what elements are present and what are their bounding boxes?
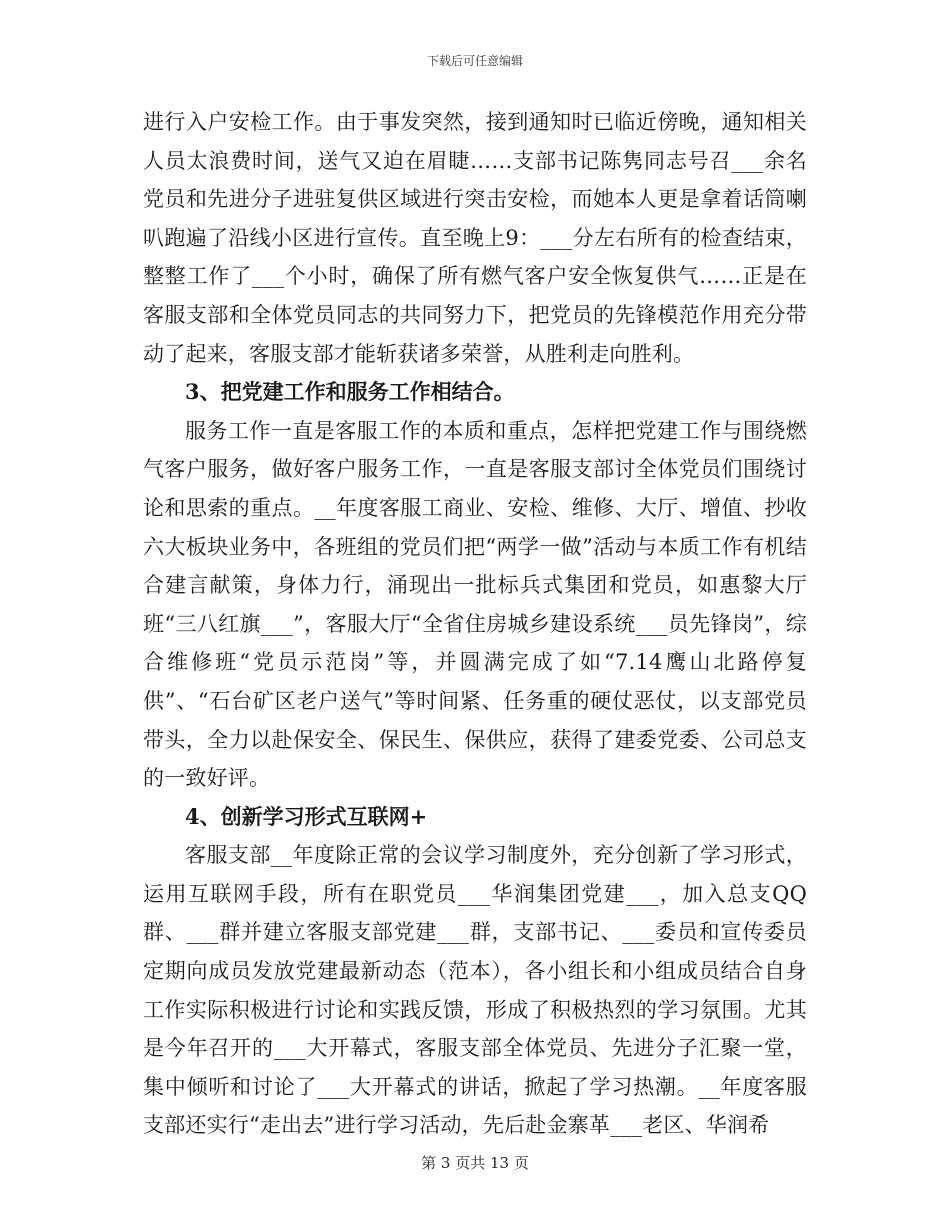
section-heading-4: 4、创新学习形式互联网+ [185, 803, 428, 829]
paragraph-learning-forms: 客服支部__年度除正常的会议学习制度外，充分创新了学习形式，运用互联网手段，所有在职党员___华润集团党建___，加入总支QQ群、___群并建立客服支部党建___群，支部书记、___委员和宣传委员定期向成员发放党建最新动态（范本），各小组长和小组成员结合自身工作实际积极进行讨论和实践反馈，形成了积极热烈的学习氛围。尤其是今年召开的___大开幕式，客服支部全体党员、先进分子汇聚一堂，集中倾听和讨论了___大开幕式的讲话，掀起了学习热潮。__年度客服支部还实行“走出去”进行学习活动，先后赴金寨革___老区、华润希 [143, 843, 807, 1138]
paragraph-continuation: 进行入户安检工作。由于事发突然，接到通知时已临近傍晚，通知相关人员太浪费时间，送气又迫在眉睫……支部书记陈隽同志号召___余名党员和先进分子进驻复供区域进行突击安检，而她本人更是拿着话筒喇叭跑遍了沿线小区进行宣传。直至晚上9：___分左右所有的检查结束，整整工作了___个小时，确保了所有燃气客户安全恢复供气……正是在客服支部和全体党员同志的共同努力下，把党员的先锋模范作用充分带动了起来，客服支部才能斩获诸多荣誉，从胜利走向胜利。 [143, 110, 807, 366]
section-heading-3: 3、把党建工作和服务工作相结合。 [185, 379, 515, 405]
page-footer: 第 3 页共 13 页 [421, 1154, 529, 1172]
document-body [143, 103, 807, 1145]
page-header: 下载后可任意编辑 [426, 54, 523, 68]
paragraph-service-work: 服务工作一直是客服工作的本质和重点，怎样把党建工作与围绕燃气客户服务，做好客户服务工作，一直是客服支部讨全体党员们围绕讨论和思索的重点。__年度客服工商业、安检、维修、大厅、增值、抄收六大板块业务中，各班组的党员们把“两学一做”活动与本质工作有机结合建言献策，身体力行，涌现出一批标兵式集团和党员，如惠黎大厅班“三八红旗___”，客服大厅“全省住房城乡建设系统___员先锋岗”，综合维修班“党员示范岗”等，并圆满完成了如“7.14鹰山北路停复供”、“石台矿区老户送气”等时间紧、任务重的硬仗恶仗，以支部党员带头，全力以赴保安全、保民生、保供应，获得了建委党委、公司总支的一致好评。 [143, 418, 807, 791]
